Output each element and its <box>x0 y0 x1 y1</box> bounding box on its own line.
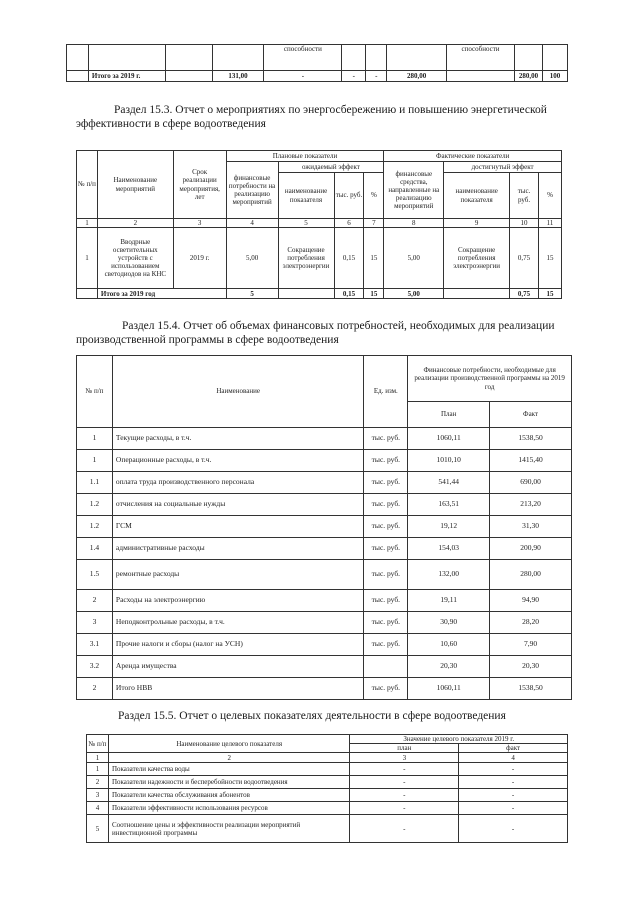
table-row <box>77 472 572 494</box>
col-fact: факт <box>459 744 568 753</box>
cell: 3 <box>77 612 113 634</box>
col-number: 3 <box>350 753 459 763</box>
col-val: Значение целевого показателя 2019 г. <box>350 735 568 744</box>
cell: 1.1 <box>77 472 113 494</box>
cell: тыс. руб. <box>364 516 408 538</box>
cell: 1538,50 <box>490 428 572 450</box>
cell: - <box>342 71 366 82</box>
cell: 1.2 <box>77 494 113 516</box>
cell: способности <box>264 45 342 71</box>
cell: - <box>459 802 568 815</box>
cell: Неподконтрольные расходы, в т.ч. <box>112 612 363 634</box>
table-row <box>77 228 562 289</box>
cell: Вводрные осветительных устройств с использованием светодиодов на КНС <box>97 228 173 289</box>
cell: 690,00 <box>490 472 572 494</box>
cell: 15 <box>539 289 562 299</box>
cell: 213,20 <box>490 494 572 516</box>
prev-table-fragment <box>66 44 568 82</box>
cell: 132,00 <box>408 560 490 590</box>
cell: 30,90 <box>408 612 490 634</box>
cell: Аренда имущества <box>112 656 363 678</box>
cell: 5 <box>87 815 109 843</box>
col-number: 1 <box>87 753 109 763</box>
cell: тыс. руб. <box>364 494 408 516</box>
cell: 1 <box>77 228 98 289</box>
cell: Показатели надежности и бесперебойности водоотведения <box>108 776 350 789</box>
cell: тыс. руб. <box>364 590 408 612</box>
col-plan: Плановые показатели <box>226 151 384 162</box>
cell: Прочие налоги и сборы (налог на УСН) <box>112 634 363 656</box>
cell: - <box>459 789 568 802</box>
total-label: Итого за 2019 год <box>97 289 226 299</box>
cell: - <box>459 763 568 776</box>
cell: административные расходы <box>112 538 363 560</box>
cell: Сокращение потребления электроэнергии <box>278 228 334 289</box>
cell: - <box>350 776 459 789</box>
col-ths-rub-2: тыс. руб. <box>510 173 539 219</box>
cell: тыс. руб. <box>364 612 408 634</box>
cell: тыс. руб. <box>364 450 408 472</box>
table-row <box>77 656 572 678</box>
cell: тыс. руб. <box>364 428 408 450</box>
table-row <box>77 590 572 612</box>
col-plan: План <box>408 402 490 428</box>
cell: 4 <box>87 802 109 815</box>
col-number: 2 <box>97 219 173 228</box>
col-number: 6 <box>334 219 364 228</box>
table-row <box>77 612 572 634</box>
col-number: 3 <box>173 219 226 228</box>
col-fin: Финансовые потребности, необходимые для реализации производственной программы на 2019 год <box>408 356 572 402</box>
col-pct-2: % <box>539 173 562 219</box>
cell: 280,00 <box>490 560 572 590</box>
cell: 28,20 <box>490 612 572 634</box>
col-ind-name-2: наименование показателя <box>444 173 510 219</box>
cell: тыс. руб. <box>364 560 408 590</box>
cell: 2 <box>77 590 113 612</box>
total-label: Итого за 2019 г. <box>88 71 165 82</box>
cell: 280,00 <box>514 71 542 82</box>
col-num: № п/п <box>77 356 113 428</box>
table-row <box>77 450 572 472</box>
table-row <box>87 763 568 776</box>
cell: 1 <box>77 428 113 450</box>
cell: способности <box>447 45 515 71</box>
table-row <box>87 789 568 802</box>
cell: отчисления на социальные нужды <box>112 494 363 516</box>
cell: тыс. руб. <box>364 678 408 700</box>
cell: 0,15 <box>334 228 364 289</box>
col-ths-rub: тыс. руб. <box>334 173 364 219</box>
col-unit: Ед. изм. <box>364 356 408 428</box>
cell: 19,12 <box>408 516 490 538</box>
col-fin-fact: финансовые средства, направленные на реализацию мероприятий <box>384 162 444 219</box>
cell: 100 <box>542 71 567 82</box>
cell: - <box>264 71 342 82</box>
col-number: 4 <box>459 753 568 763</box>
table-row <box>77 428 572 450</box>
col-number: 5 <box>278 219 334 228</box>
table-row <box>87 815 568 843</box>
cell: 20,30 <box>490 656 572 678</box>
col-num: № п/п <box>77 151 98 219</box>
col-ind-name: наименование показателя <box>278 173 334 219</box>
col-fact: Факт <box>490 402 572 428</box>
cell: ГСМ <box>112 516 363 538</box>
col-exp-eff: ожидаемый эффект <box>278 162 384 173</box>
cell: 5,00 <box>384 289 444 299</box>
cell: - <box>459 815 568 843</box>
cell: - <box>350 802 459 815</box>
cell: тыс. руб. <box>364 634 408 656</box>
cell: Операционные расходы, в т.ч. <box>112 450 363 472</box>
cell: 15 <box>364 289 384 299</box>
cell: 2 <box>77 678 113 700</box>
cell: 0,75 <box>510 289 539 299</box>
cell: 0,15 <box>334 289 364 299</box>
cell: 131,00 <box>212 71 264 82</box>
cell: 1538,50 <box>490 678 572 700</box>
col-number: 4 <box>226 219 278 228</box>
cell: 2 <box>87 776 109 789</box>
cell: 15 <box>539 228 562 289</box>
cell: 19,11 <box>408 590 490 612</box>
cell: 94,90 <box>490 590 572 612</box>
section-15-3-title: Раздел 15.3. Отчет о мероприятиях по энергосбережению и повышению энергетической эффективности в сфере водоотведения <box>76 104 547 130</box>
cell: 1.5 <box>77 560 113 590</box>
cell: 1 <box>87 763 109 776</box>
cell: - <box>459 776 568 789</box>
col-ach-eff: достигнутый эффект <box>444 162 562 173</box>
cell: 3.2 <box>77 656 113 678</box>
col-fin-need: финансовые потребности на реализацию мероприятий <box>226 162 278 219</box>
section-15-4-title: Раздел 15.4. Отчет об объемах финансовых потребностей, необходимых для реализации производственной программы в сфере водоотведения <box>76 320 555 346</box>
col-number: 2 <box>108 753 350 763</box>
col-number: 9 <box>444 219 510 228</box>
col-number: 7 <box>364 219 384 228</box>
cell: тыс. руб. <box>364 538 408 560</box>
cell: 2019 г. <box>173 228 226 289</box>
cell: Расходы на электроэнергию <box>112 590 363 612</box>
table-row <box>77 494 572 516</box>
cell <box>364 656 408 678</box>
target-indicators-table <box>86 734 568 843</box>
cell: ремонтные расходы <box>112 560 363 590</box>
cell: тыс. руб. <box>364 472 408 494</box>
col-pct: % <box>364 173 384 219</box>
cell: 1415,40 <box>490 450 572 472</box>
financial-needs-table <box>76 355 572 700</box>
col-name: Наименование целевого показателя <box>108 735 350 753</box>
cell: - <box>350 763 459 776</box>
cell: Показатели качества обслуживания абонентов <box>108 789 350 802</box>
cell: 5 <box>226 289 278 299</box>
cell: Сокращение потребления электроэнергии <box>444 228 510 289</box>
section-15-5-title: Раздел 15.5. Отчет о целевых показателях деятельности в сфере водоотведения <box>118 710 506 722</box>
cell: 541,44 <box>408 472 490 494</box>
cell: Итого НВВ <box>112 678 363 700</box>
cell: 31,30 <box>490 516 572 538</box>
cell: 5,00 <box>384 228 444 289</box>
cell: Текущие расходы, в т.ч. <box>112 428 363 450</box>
cell: 3 <box>87 789 109 802</box>
cell: 15 <box>364 228 384 289</box>
cell: 154,03 <box>408 538 490 560</box>
cell: - <box>350 789 459 802</box>
energy-saving-table <box>76 150 562 299</box>
col-term: Срок реализации мероприятия, лет <box>173 151 226 219</box>
table-row <box>87 802 568 815</box>
cell: 3.1 <box>77 634 113 656</box>
cell: 1.2 <box>77 516 113 538</box>
cell: 7,90 <box>490 634 572 656</box>
cell: 1 <box>77 450 113 472</box>
table-row <box>77 516 572 538</box>
cell: Показатели качества воды <box>108 763 350 776</box>
cell: 20,30 <box>408 656 490 678</box>
table-row <box>77 560 572 590</box>
col-num: № п/п <box>87 735 109 753</box>
cell: - <box>366 71 387 82</box>
cell: Показатели эффективности использования ресурсов <box>108 802 350 815</box>
cell: 163,51 <box>408 494 490 516</box>
table-row <box>77 634 572 656</box>
col-name: Наименование <box>112 356 363 428</box>
table-row <box>77 678 572 700</box>
col-name: Наименование мероприятий <box>97 151 173 219</box>
cell: 280,00 <box>387 71 447 82</box>
cell: оплата труда производственного персонала <box>112 472 363 494</box>
col-number: 11 <box>539 219 562 228</box>
cell: 5,00 <box>226 228 278 289</box>
cell: 1010,10 <box>408 450 490 472</box>
col-number: 8 <box>384 219 444 228</box>
table-row <box>77 538 572 560</box>
cell: - <box>350 815 459 843</box>
table-row <box>87 776 568 789</box>
cell: 1060,11 <box>408 428 490 450</box>
col-number: 1 <box>77 219 98 228</box>
cell: 1.4 <box>77 538 113 560</box>
cell: 10,60 <box>408 634 490 656</box>
cell: Соотношение цены и эффективности реализации мероприятий инвестиционной программы <box>108 815 350 843</box>
col-plan: план <box>350 744 459 753</box>
cell: 0,75 <box>510 228 539 289</box>
cell: 200,90 <box>490 538 572 560</box>
col-fact: Фактические показатели <box>384 151 562 162</box>
cell: 1060,11 <box>408 678 490 700</box>
col-number: 10 <box>510 219 539 228</box>
